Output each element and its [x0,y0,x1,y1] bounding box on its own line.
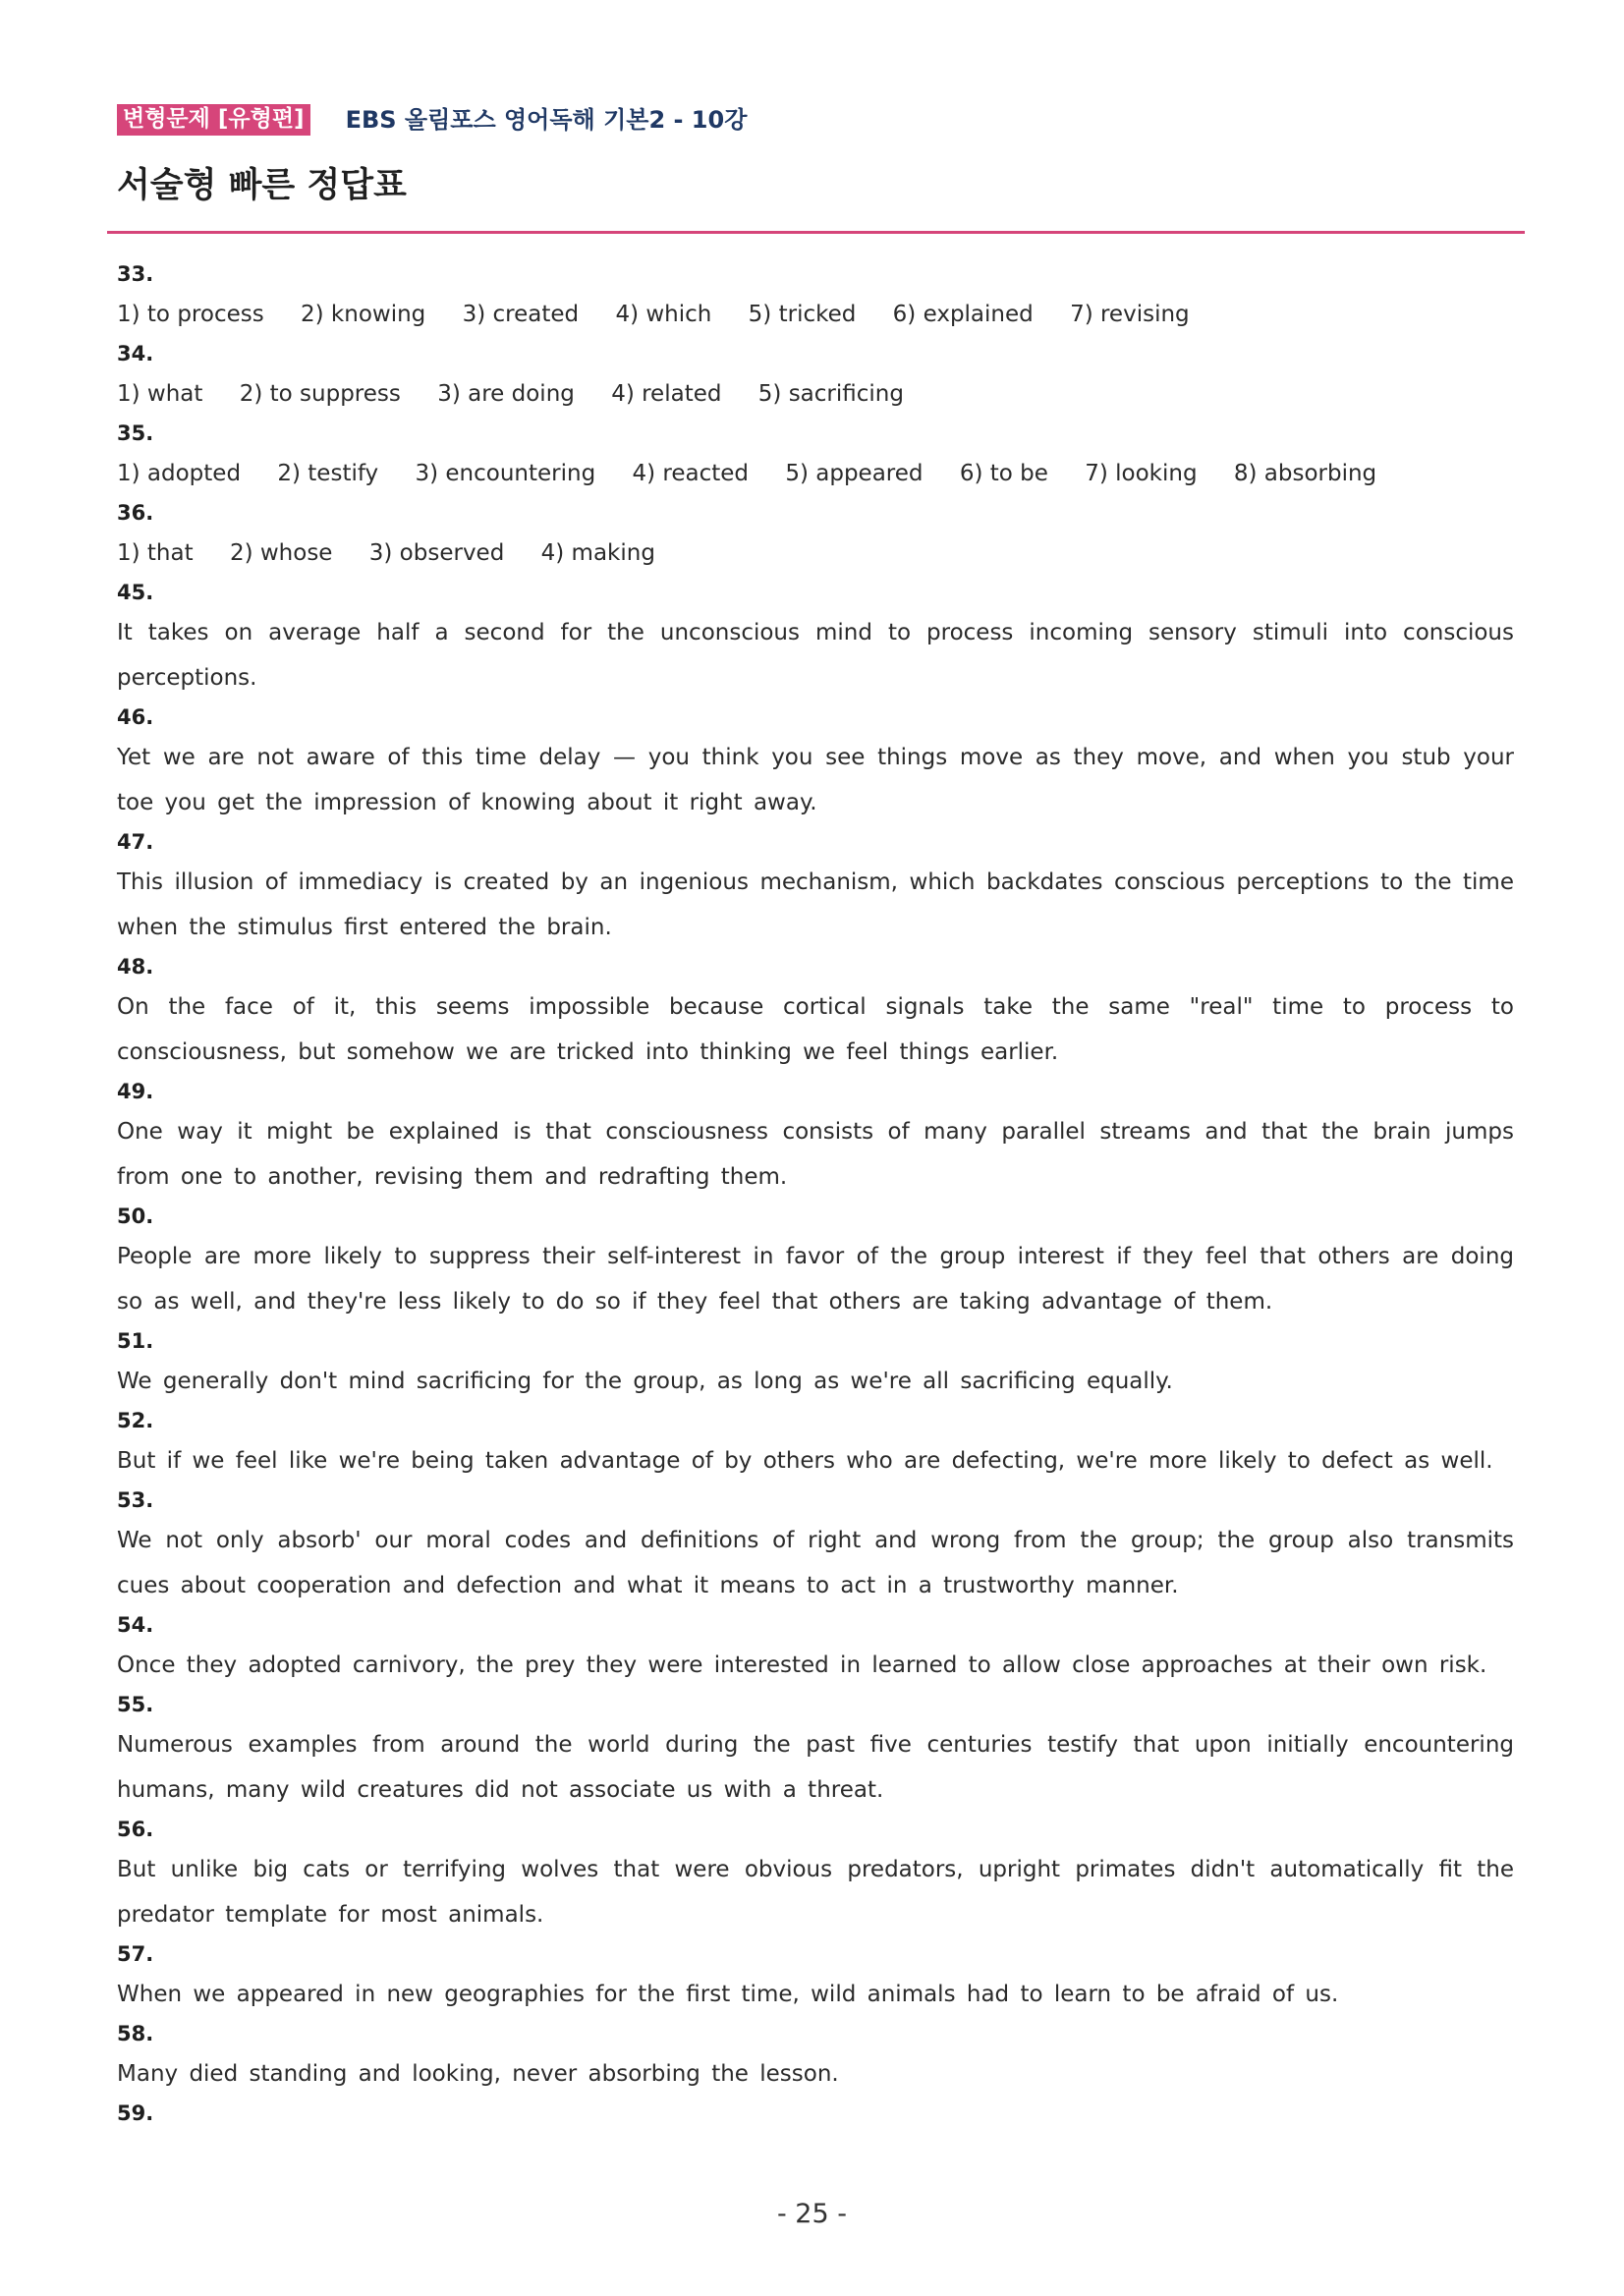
page-header [117,102,747,138]
answer-item [117,1484,1514,1608]
answer-choice: 6) to be [959,461,1048,486]
item-number: 53. [117,1488,154,1512]
answer-line [117,292,1514,337]
answer-choice: 4) reacted [632,461,750,486]
item-number: 50. [117,1204,154,1228]
item-number: 45. [117,581,154,604]
answer-item [117,1404,1514,1484]
answer-item [117,1324,1514,1404]
answer-item [117,576,1514,700]
answer-choice: 2) knowing [301,302,426,327]
answer-choice: 7) looking [1085,461,1198,486]
answer-choice: 3) created [462,302,580,327]
answer-sentence: We not only absorb' our moral codes and definitions of right and wrong from the group; the group also transmits cues about cooperation and defection and what it means to act in a trustworthy manner. [117,1528,1514,1598]
answer-item [117,1813,1514,1937]
item-number: 57. [117,1942,154,1966]
answer-choice: 3) encountering [415,461,596,486]
answer-item [117,1937,1514,2017]
answer-sentence: This illusion of immediacy is created by an ingenious mechanism, which backdates conscious perceptions to the time when the stimulus first entered the brain. [117,869,1514,940]
answer-sentence: We generally don't mind sacrificing for the group, as long as we're all sacrificing equally. [117,1369,1173,1394]
answer-choice: 1) what [117,381,203,407]
title-divider [107,231,1525,234]
answer-sentence: Once they adopted carnivory, the prey they were interested in learned to allow close approaches at their own risk. [117,1652,1487,1678]
answer-sentence: When we appeared in new geographies for the first time, wild animals had to learn to be afraid of us. [117,1982,1339,2007]
answer-choice: 4) making [540,540,655,566]
answer-item [117,1200,1514,1324]
answer-line [117,451,1514,496]
answer-line [117,531,1514,576]
answer-choice: 1) to process [117,302,264,327]
answer-choice: 7) revising [1070,302,1190,327]
answer-item [117,417,1514,496]
answer-item [117,2097,1514,2131]
answer-choice: 8) absorbing [1233,461,1377,486]
category-badge: 변형문제 [유형편] [117,104,310,136]
answer-sentence: It takes on average half a second for the unconscious mind to process incoming sensory stimuli into conscious perceptions. [117,620,1514,691]
answer-choice: 1) adopted [117,461,242,486]
item-number: 54. [117,1613,154,1637]
answer-sentence: One way it might be explained is that consciousness consists of many parallel streams and that the brain jumps from one to another, revising them and redrafting them. [117,1119,1514,1190]
answer-choice: 5) tricked [748,302,857,327]
item-number: 59. [117,2101,154,2125]
answer-choice: 5) appeared [785,461,924,486]
item-number: 33. [117,262,154,286]
answer-choice: 4) related [611,381,722,407]
item-number: 34. [117,342,154,365]
item-number: 58. [117,2022,154,2045]
page-number: - 25 - [776,2199,847,2229]
item-number: 55. [117,1693,154,1716]
answer-choice: 2) whose [229,540,333,566]
answer-line [117,371,1514,417]
answer-item [117,496,1514,576]
answer-sentence: But unlike big cats or terrifying wolves that were obvious predators, upright primates didn't automatically fit the predator template for most animals. [117,1857,1514,1928]
item-number: 35. [117,421,154,445]
answer-list [117,257,1514,2131]
item-number: 36. [117,501,154,525]
answer-item [117,950,1514,1075]
answer-item [117,337,1514,417]
answer-sentence: But if we feel like we're being taken advantage of by others who are defecting, we're more likely to defect as well. [117,1448,1493,1474]
item-number: 51. [117,1329,154,1353]
item-number: 49. [117,1080,154,1103]
item-number: 47. [117,830,154,854]
item-number: 52. [117,1409,154,1432]
answer-item [117,700,1514,825]
answer-sentence: Yet we are not aware of this time delay — you think you see things move as they move, and when you stub your toe you get the impression of knowing about it right away. [117,745,1514,815]
answer-choice: 5) sacrificing [757,381,904,407]
item-number: 46. [117,705,154,729]
answer-item [117,1075,1514,1200]
answer-sentence: People are more likely to suppress their self-interest in favor of the group interest if they feel that others are doing so as well, and they're less likely to do so if they feel that others are taking advantage of them. [117,1244,1514,1315]
item-number: 48. [117,955,154,979]
answer-item [117,825,1514,950]
answer-item [117,257,1514,337]
answer-choice: 1) that [117,540,194,566]
answer-item [117,1688,1514,1813]
page-title: 서술형 빠른 정답표 [117,166,407,205]
answer-choice: 2) to suppress [239,381,401,407]
answer-choice: 4) which [615,302,712,327]
answer-item [117,1608,1514,1688]
answer-sentence: On the face of it, this seems impossible because cortical signals take the same "real" time to process to consciousness, but somehow we are tricked into thinking we feel things earlier. [117,994,1514,1065]
item-number: 56. [117,1818,154,1841]
answer-choice: 6) explained [892,302,1034,327]
answer-item [117,2017,1514,2097]
answer-sentence: Many died standing and looking, never absorbing the lesson. [117,2061,839,2087]
book-title: EBS 올림포스 영어독해 기본2 - 10강 [345,106,748,134]
answer-choice: 3) observed [368,540,505,566]
answer-sentence: Numerous examples from around the world during the past five centuries testify that upon initially encountering humans, many wild creatures did not associate us with a threat. [117,1732,1514,1803]
answer-choice: 2) testify [277,461,379,486]
answer-choice: 3) are doing [437,381,575,407]
